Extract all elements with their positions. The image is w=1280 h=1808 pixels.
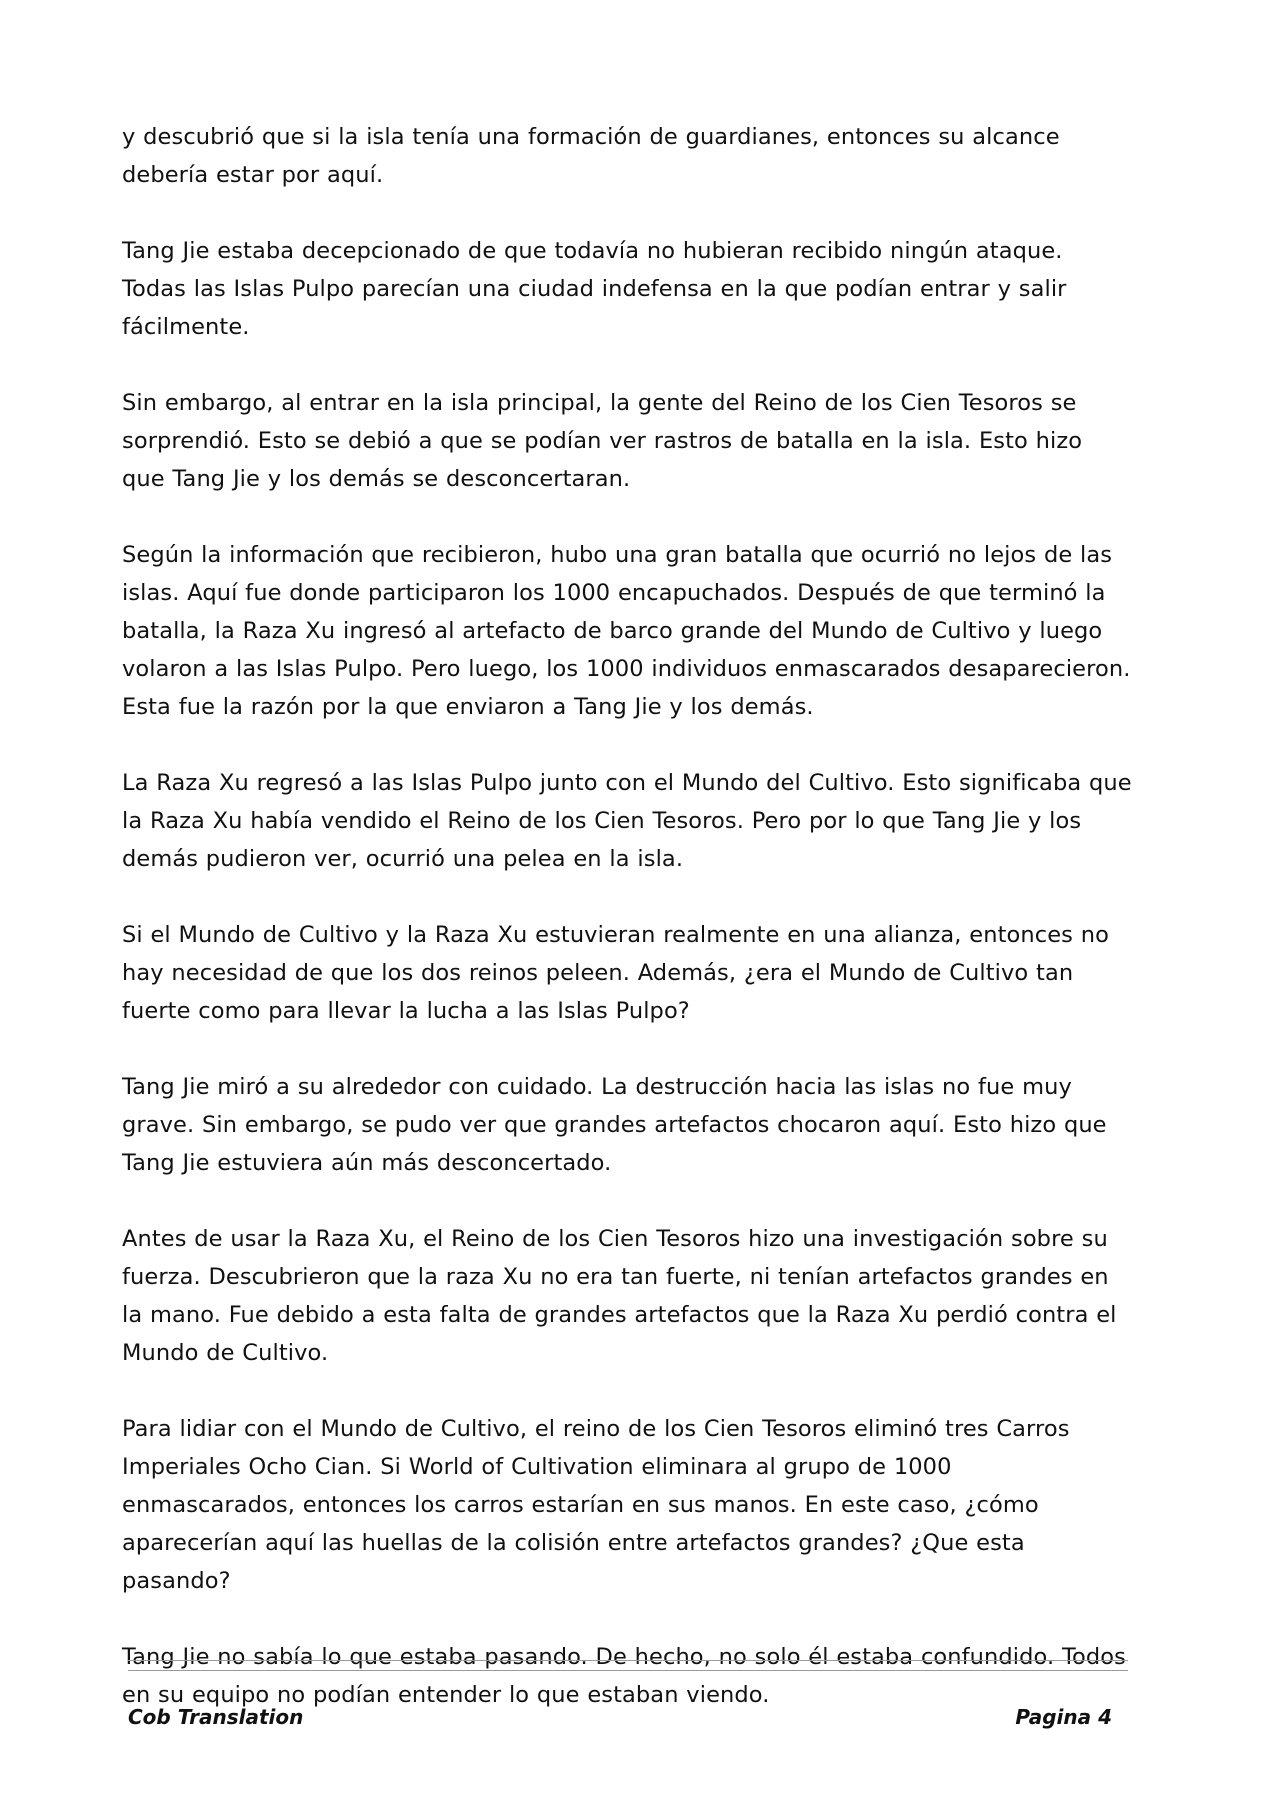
footer-page-number: Pagina 4	[1015, 1705, 1112, 1729]
footer-divider-top	[128, 1660, 1128, 1661]
paragraph: Tang Jie no sabía lo que estaba pasando. De hecho, no solo él estaba confundido. Todos en su equipo no podían entender lo que estaban viendo.	[122, 1644, 1126, 1708]
footer-divider-bottom	[128, 1670, 1128, 1671]
paragraph: Tang Jie estaba decepcionado de que todavía no hubieran recibido ningún ataque. Todas las Islas Pulpo parecían una ciudad indefensa en la que podían entrar y salir fácilmente.	[122, 238, 1067, 340]
paragraph: Antes de usar la Raza Xu, el Reino de los Cien Tesoros hizo una investigación sobre su fuerza. Descubrieron que la raza Xu no era tan fuerte, ni tenían artefactos grandes en la mano. Fue debido a esta falta de grandes artefactos que la Raza Xu perdió contra el Mundo de Cultivo.	[122, 1226, 1117, 1366]
paragraph: Para lidiar con el Mundo de Cultivo, el reino de los Cien Tesoros eliminó tres Carros Imperiales Ocho Cian. Si World of Cultivation eliminara al grupo de 1000 enmascarados, entonces los carros estarían en sus manos. En este caso, ¿cómo aparecerían aquí las huellas de la colisión entre artefactos grandes? ¿Que esta pasando?	[122, 1416, 1070, 1594]
footer-translator-credit: Cob Translation	[128, 1705, 304, 1729]
paragraph: Si el Mundo de Cultivo y la Raza Xu estuvieran realmente en una alianza, entonces no hay necesidad de que los dos reinos peleen. Además, ¿era el Mundo de Cultivo tan fuerte como para llevar la lucha a las Islas Pulpo?	[122, 922, 1109, 1024]
paragraph: y descubrió que si la isla tenía una formación de guardianes, entonces su alcance debería estar por aquí.	[122, 124, 1060, 188]
paragraph: Tang Jie miró a su alrededor con cuidado. La destrucción hacia las islas no fue muy grave. Sin embargo, se pudo ver que grandes artefactos chocaron aquí. Esto hizo que Tang Jie estuviera aún más desconcertado.	[122, 1074, 1107, 1176]
paragraph: Sin embargo, al entrar en la isla principal, la gente del Reino de los Cien Tesoros se sorprendió. Esto se debió a que se podían ver rastros de batalla en la isla. Esto hizo que Tang Jie y los demás se desconcertaran.	[122, 390, 1083, 492]
document-body	[122, 118, 1132, 1752]
paragraph: La Raza Xu regresó a las Islas Pulpo junto con el Mundo del Cultivo. Esto significaba que la Raza Xu había vendido el Reino de los Cien Tesoros. Pero por lo que Tang Jie y los demás pudieron ver, ocurrió una pelea en la isla.	[122, 770, 1132, 872]
paragraph: Según la información que recibieron, hubo una gran batalla que ocurrió no lejos de las islas. Aquí fue donde participaron los 1000 encapuchados. Después de que terminó la batalla, la Raza Xu ingresó al artefacto de barco grande del Mundo de Cultivo y luego volaron a las Islas Pulpo. Pero luego, los 1000 individuos enmascarados desaparecieron. Esta fue la razón por la que enviaron a Tang Jie y los demás.	[122, 542, 1131, 720]
